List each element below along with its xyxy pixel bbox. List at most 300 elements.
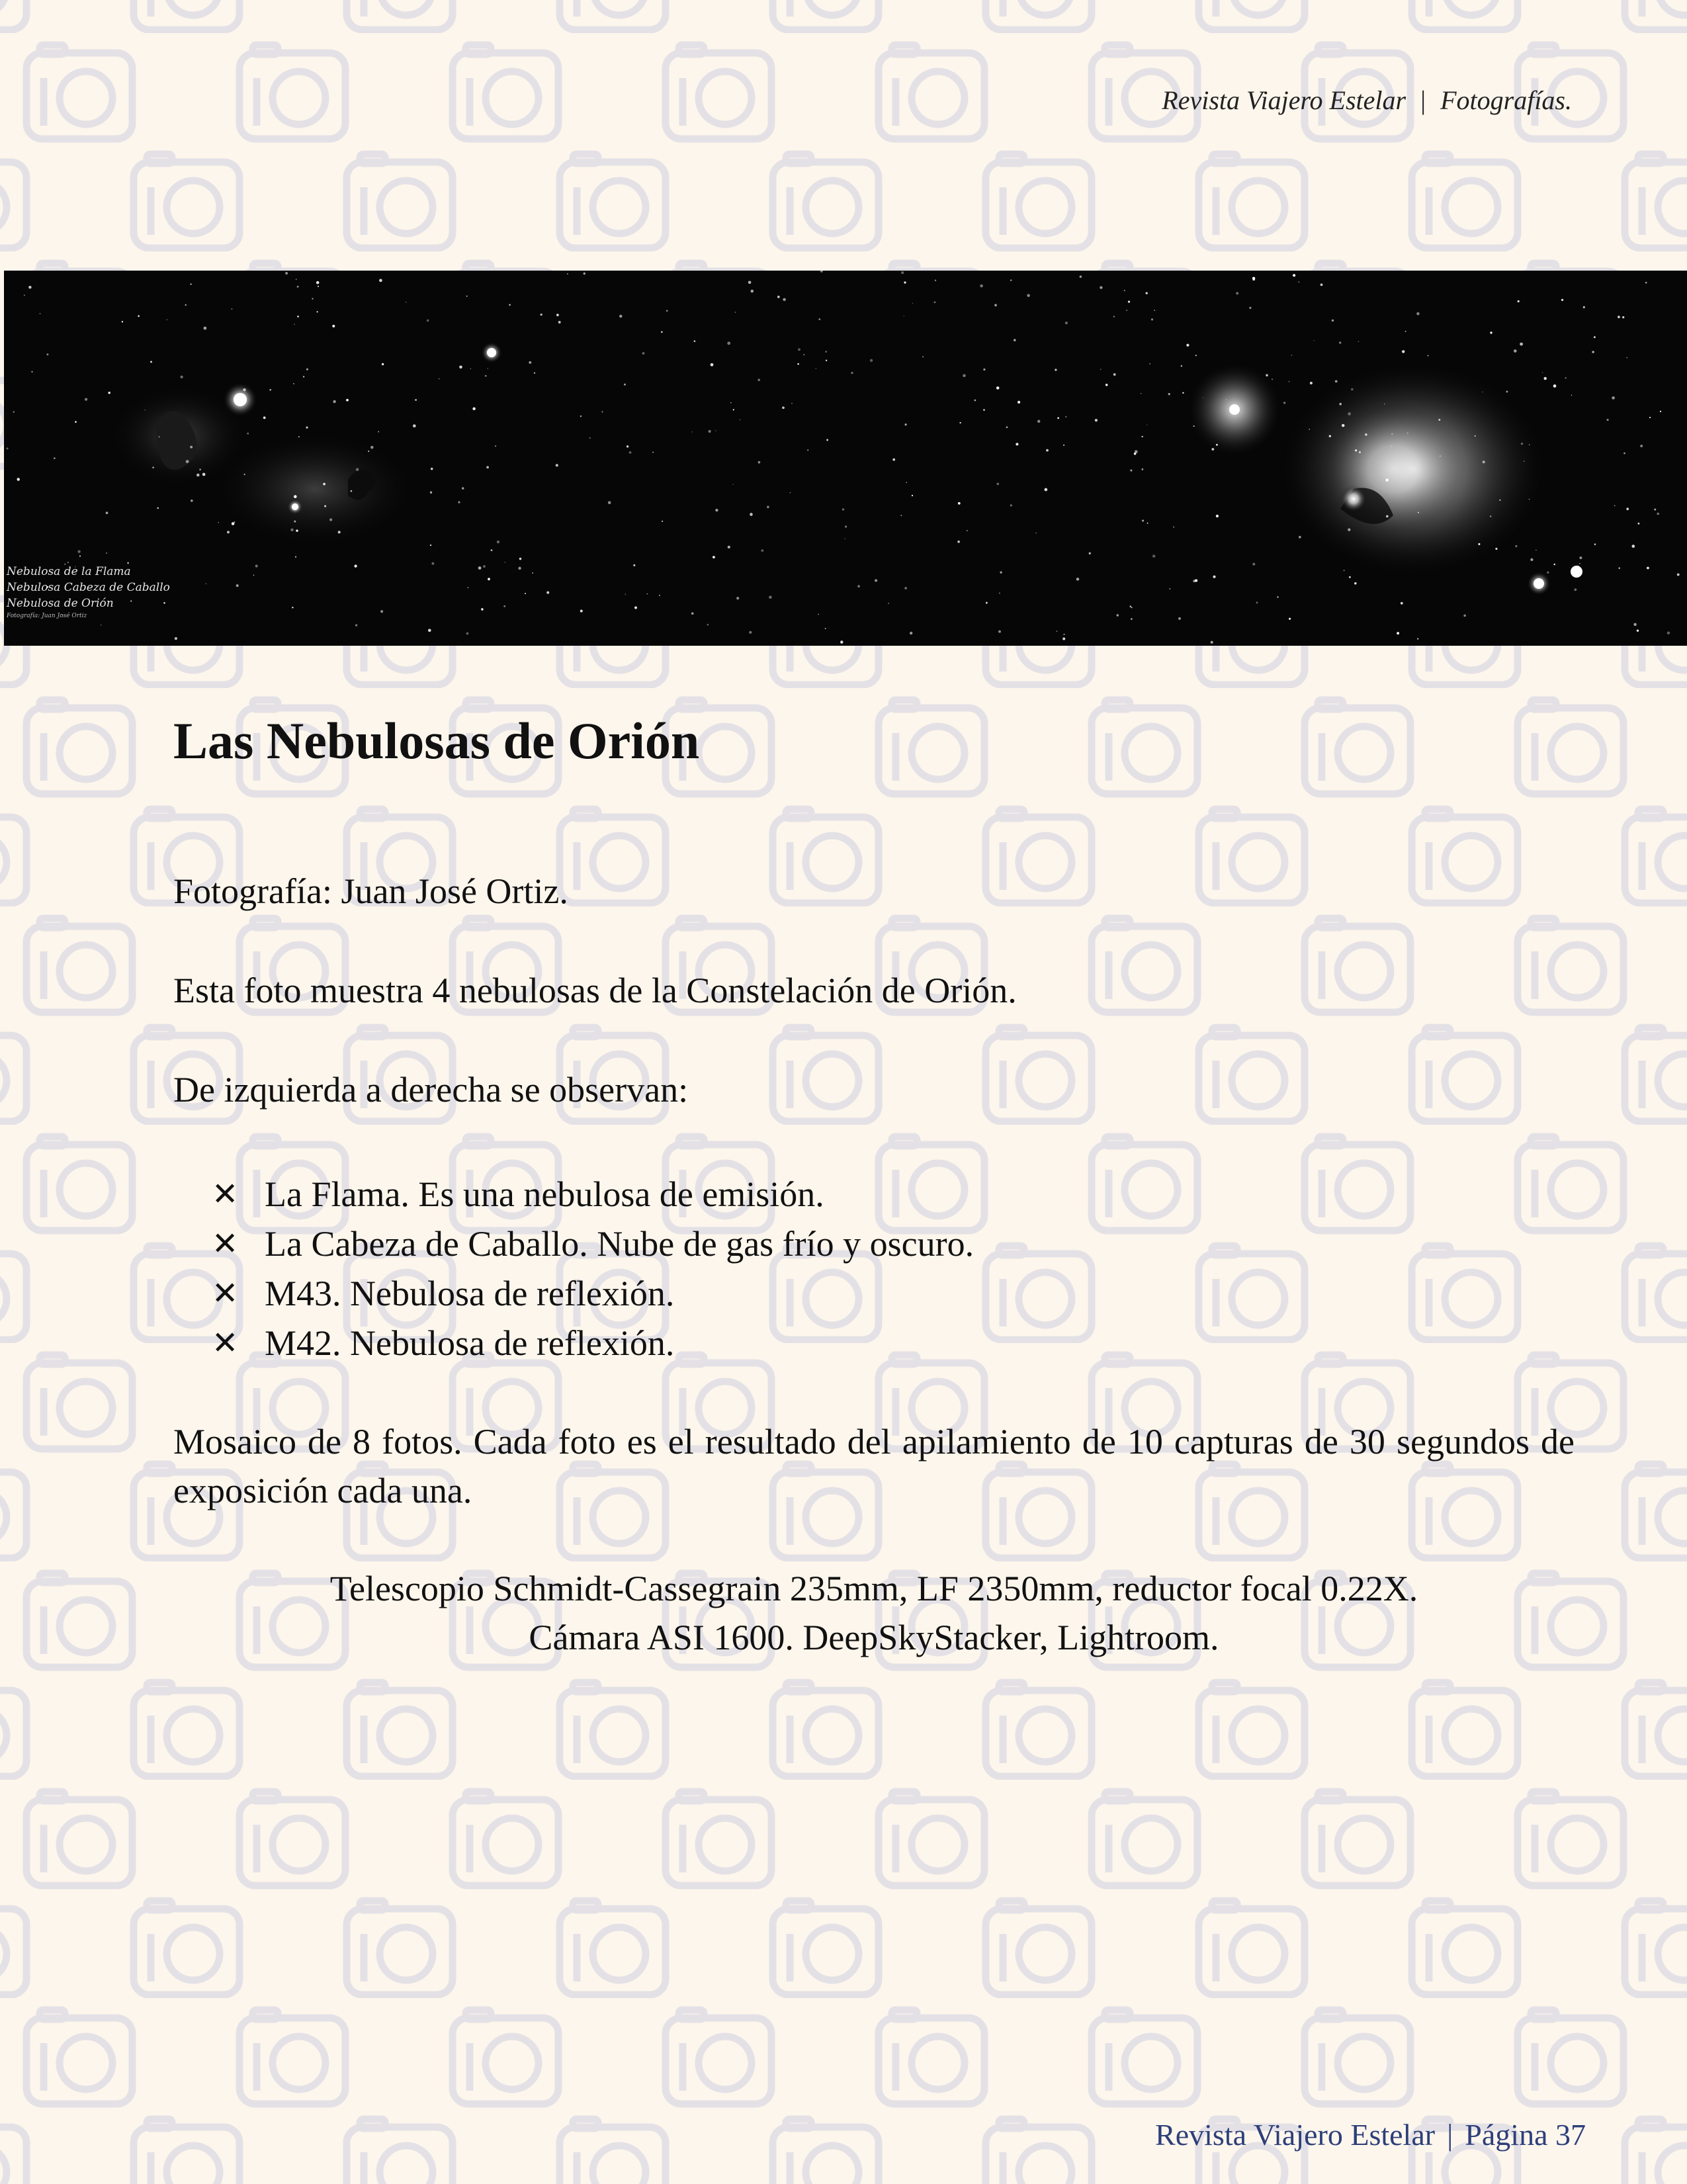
background-star: [1147, 523, 1148, 524]
background-star: [1612, 396, 1615, 400]
background-star: [1256, 601, 1258, 603]
background-star: [1186, 344, 1189, 347]
background-star: [748, 281, 752, 284]
background-star: [317, 311, 318, 312]
background-star: [1351, 388, 1353, 390]
background-star: [910, 632, 912, 634]
background-star: [1657, 513, 1659, 515]
background-star: [904, 281, 906, 283]
background-star: [692, 431, 693, 432]
background-star: [1592, 351, 1594, 353]
list-lead-in: De izquierda a derecha se observan:: [173, 1070, 689, 1110]
background-star: [1667, 631, 1670, 634]
background-star: [959, 422, 961, 423]
footer-separator: |: [1447, 2118, 1453, 2152]
background-star: [488, 578, 490, 580]
background-star: [1539, 585, 1541, 587]
background-star: [1130, 605, 1131, 607]
background-star: [185, 304, 187, 306]
background-star: [290, 529, 293, 531]
background-star: [478, 566, 482, 570]
background-star: [642, 352, 645, 355]
background-star: [580, 610, 583, 613]
background-star: [1583, 306, 1585, 308]
background-star: [1475, 435, 1476, 437]
background-star: [1499, 500, 1500, 501]
background-star: [825, 351, 827, 353]
background-star: [634, 606, 637, 609]
background-star: [54, 457, 56, 459]
background-star: [1677, 574, 1680, 576]
background-star: [1057, 417, 1059, 419]
background-star: [1618, 567, 1620, 569]
background-star: [1154, 310, 1155, 311]
background-star: [468, 587, 469, 588]
background-star: [580, 415, 582, 417]
background-star: [379, 279, 382, 283]
footer-magazine-name: Revista Viajero Estelar: [1155, 2118, 1436, 2152]
background-star: [922, 357, 924, 358]
background-star: [7, 447, 9, 449]
background-star: [1530, 558, 1533, 561]
background-star: [707, 624, 709, 626]
background-star: [1252, 563, 1255, 566]
background-star: [1622, 316, 1624, 318]
background-star: [875, 579, 877, 582]
background-star: [541, 314, 542, 316]
background-star: [466, 296, 468, 297]
background-star: [983, 369, 985, 371]
background-star: [1095, 419, 1098, 421]
background-star: [1272, 378, 1273, 380]
background-star: [1055, 369, 1057, 371]
background-star: [797, 363, 799, 365]
background-star: [1482, 392, 1483, 393]
background-star: [1637, 523, 1639, 525]
background-star: [601, 411, 603, 412]
background-star: [958, 502, 961, 505]
caption-photographer: Fotografía: Juan José Ortiz: [7, 613, 87, 619]
background-star: [736, 597, 739, 599]
background-star: [619, 315, 622, 318]
background-star: [378, 431, 379, 433]
background-star: [1518, 300, 1520, 302]
background-star: [798, 348, 800, 351]
equipment-telescope: Telescopio Schmidt-Cassegrain 235mm, LF 2350mm, reductor focal 0.22X.: [329, 1569, 1418, 1608]
background-star: [1495, 548, 1497, 550]
background-star: [1117, 614, 1119, 616]
background-star: [190, 446, 193, 449]
background-star: [1626, 507, 1629, 510]
background-star: [243, 388, 245, 391]
background-star: [589, 437, 591, 439]
background-star: [1126, 310, 1127, 311]
background-star: [1124, 290, 1125, 291]
background-star: [980, 284, 983, 288]
background-star: [1149, 363, 1150, 364]
background-star: [122, 321, 123, 322]
background-star: [1521, 443, 1523, 445]
background-star: [28, 286, 31, 288]
photo-credit: Fotografía: Juan José Ortiz.: [173, 871, 568, 911]
background-star: [709, 430, 711, 433]
background-star: [1293, 274, 1295, 277]
mosaic-paragraph: Mosaico de 8 fotos. Cada foto es el resultado del apilamiento de 10 capturas de 30 segundos de exposición cada una.: [173, 1422, 1575, 1510]
background-star: [428, 629, 431, 632]
background-star: [1017, 401, 1020, 404]
background-star: [17, 478, 19, 480]
background-star: [1579, 556, 1582, 559]
background-star: [525, 593, 526, 594]
background-star: [1037, 420, 1040, 423]
background-star: [870, 359, 873, 362]
background-star: [1579, 563, 1580, 564]
background-star: [1354, 582, 1356, 584]
cross-icon: ✕: [212, 1326, 239, 1361]
header-section-name: Fotografías.: [1440, 85, 1572, 115]
background-star: [1216, 515, 1219, 517]
background-star: [1291, 355, 1293, 356]
background-star: [294, 324, 295, 325]
background-star: [777, 296, 780, 298]
background-star: [558, 321, 561, 324]
nebulae-list: [212, 1170, 1575, 1368]
background-star: [1065, 322, 1068, 324]
background-star: [1543, 377, 1546, 380]
background-star: [1506, 390, 1508, 392]
background-star: [998, 631, 1001, 633]
background-star: [298, 436, 300, 437]
background-star: [791, 403, 793, 404]
background-star: [750, 513, 753, 516]
background-star: [1359, 451, 1361, 453]
background-star: [1027, 294, 1030, 297]
background-star: [462, 487, 464, 489]
background-star: [912, 303, 913, 304]
background-star: [1561, 299, 1563, 301]
background-star: [332, 325, 335, 328]
background-star: [427, 320, 429, 322]
background-star: [963, 374, 966, 377]
background-star: [1057, 631, 1058, 632]
background-star: [767, 506, 769, 509]
background-star: [1402, 350, 1405, 353]
list-item: [212, 1269, 1575, 1319]
background-star: [324, 505, 326, 507]
background-star: [1320, 284, 1323, 286]
background-star: [818, 318, 820, 320]
background-star: [295, 556, 296, 558]
background-star: [232, 522, 234, 525]
background-star: [199, 468, 201, 470]
background-star: [1089, 552, 1091, 554]
background-star: [204, 474, 205, 475]
background-star: [1428, 355, 1429, 357]
background-star: [247, 433, 249, 435]
background-star: [439, 378, 440, 380]
background-star: [294, 521, 296, 523]
background-star: [77, 550, 80, 552]
background-star: [1339, 341, 1341, 343]
background-star: [749, 631, 752, 634]
background-star: [206, 584, 207, 585]
background-star: [1010, 279, 1012, 281]
background-star: [323, 483, 325, 486]
background-star: [1577, 566, 1580, 569]
background-star: [662, 521, 663, 522]
background-star: [1633, 623, 1636, 626]
cross-icon: ✕: [212, 1276, 239, 1311]
background-star: [666, 310, 668, 312]
background-star: [1335, 380, 1338, 383]
background-star: [713, 556, 715, 558]
background-star: [1046, 449, 1049, 452]
background-star: [1553, 564, 1555, 565]
background-star: [1463, 615, 1466, 617]
background-star: [75, 421, 77, 423]
background-star: [1407, 433, 1408, 434]
background-star: [1141, 393, 1142, 394]
cross-icon: ✕: [212, 1177, 239, 1212]
background-star: [906, 482, 907, 484]
background-star: [1344, 570, 1345, 571]
background-star: [1490, 515, 1491, 517]
background-star: [1515, 545, 1517, 547]
background-star: [1195, 579, 1197, 582]
background-star: [108, 392, 110, 394]
background-star: [333, 400, 335, 403]
background-star: [138, 315, 140, 317]
background-star: [1080, 275, 1082, 278]
background-star: [1647, 567, 1649, 570]
background-star: [694, 340, 696, 342]
background-star: [996, 386, 1000, 390]
background-star: [904, 423, 906, 425]
background-star: [236, 584, 239, 587]
background-star: [1645, 282, 1647, 284]
background-star: [857, 585, 860, 588]
background-star: [1631, 545, 1635, 548]
background-star: [1417, 638, 1418, 640]
background-star: [1131, 618, 1133, 620]
background-star: [892, 459, 895, 461]
background-star: [1547, 571, 1549, 573]
background-star: [1574, 588, 1577, 591]
background-star: [1211, 641, 1213, 644]
intro-paragraph: Esta foto muestra 4 nebulosas de la Constelación de Orión.: [173, 971, 1017, 1010]
background-star: [1594, 336, 1596, 338]
background-star: [505, 562, 506, 563]
background-star: [509, 304, 511, 306]
background-star: [1418, 512, 1419, 513]
background-star: [458, 502, 460, 503]
background-star: [1016, 443, 1018, 445]
list-item-text: La Cabeza de Caballo. Nube de gas frío y oscuro.: [265, 1224, 974, 1264]
orion-nebulae-photo: [4, 271, 1687, 646]
background-star: [1226, 399, 1227, 400]
background-star: [431, 562, 434, 565]
background-star: [1076, 578, 1080, 581]
background-star: [85, 398, 87, 400]
background-star: [1386, 515, 1389, 518]
background-star: [983, 409, 985, 411]
background-star: [1514, 349, 1517, 353]
caption-horsehead: Nebulosa Cabeza de Caballo: [7, 581, 170, 594]
background-star: [1252, 279, 1255, 281]
background-star: [519, 558, 521, 560]
background-star: [1142, 468, 1144, 470]
background-star: [1173, 527, 1174, 528]
background-star: [253, 575, 255, 576]
background-star: [1216, 444, 1218, 446]
background-star: [790, 492, 791, 493]
background-star: [1289, 381, 1290, 382]
background-star: [1045, 488, 1048, 492]
background-star: [430, 545, 431, 546]
background-star: [303, 376, 304, 377]
background-star: [459, 366, 462, 369]
background-star: [659, 595, 660, 596]
page-number: Página 37: [1465, 2118, 1586, 2152]
horsehead-nebula: [209, 429, 421, 548]
background-star: [1131, 607, 1133, 608]
background-star: [546, 591, 549, 594]
background-star: [1348, 412, 1351, 415]
equipment-block: [173, 1564, 1575, 1662]
list-item: [212, 1170, 1575, 1219]
background-star: [1213, 576, 1215, 578]
background-star: [974, 400, 976, 402]
background-star: [263, 416, 266, 419]
background-star: [152, 466, 154, 468]
background-star: [466, 633, 469, 635]
background-star: [715, 430, 716, 431]
background-star: [1299, 281, 1300, 283]
header-separator: |: [1420, 85, 1426, 115]
background-star: [967, 530, 968, 531]
running-footer: [1155, 2117, 1586, 2152]
background-star: [227, 531, 230, 533]
background-star: [1614, 505, 1615, 506]
background-star: [491, 549, 493, 551]
background-star: [624, 384, 626, 386]
background-star: [1416, 312, 1420, 316]
background-star: [355, 624, 357, 626]
background-star: [1391, 446, 1392, 447]
background-star: [758, 461, 761, 464]
background-star: [1014, 339, 1016, 341]
background-star: [584, 273, 585, 275]
background-star: [159, 436, 160, 437]
background-star: [1299, 536, 1301, 539]
background-star: [204, 327, 207, 330]
article-title: Las Nebulosas de Orión: [173, 712, 700, 769]
background-star: [661, 331, 663, 333]
background-star: [1637, 630, 1639, 632]
background-star: [1332, 320, 1334, 322]
background-star: [994, 304, 997, 306]
background-star: [306, 427, 308, 429]
background-star: [231, 308, 232, 310]
background-star: [1283, 402, 1286, 404]
background-star: [46, 353, 48, 355]
background-star: [1553, 384, 1557, 388]
background-star: [1607, 419, 1609, 421]
background-star: [1401, 602, 1403, 605]
background-star: [196, 474, 199, 476]
background-star: [1314, 340, 1315, 341]
background-star: [294, 495, 297, 498]
background-star: [1365, 433, 1367, 436]
background-star: [1660, 411, 1661, 412]
background-star: [608, 501, 611, 504]
background-star: [486, 466, 489, 468]
background-star: [783, 298, 786, 301]
background-star: [296, 529, 298, 532]
background-star: [757, 378, 760, 381]
background-star: [1128, 301, 1130, 303]
background-star: [627, 445, 628, 447]
background-star: [106, 511, 108, 514]
background-star: [503, 605, 505, 607]
background-star: [269, 389, 271, 391]
background-star: [368, 451, 369, 452]
background-star: [370, 446, 374, 449]
background-star: [285, 272, 288, 275]
background-star: [1654, 509, 1656, 511]
background-star: [495, 445, 496, 447]
background-star: [1142, 436, 1143, 437]
background-star: [842, 508, 844, 510]
background-star: [1010, 504, 1012, 506]
background-star: [691, 613, 693, 615]
background-star: [997, 483, 1000, 486]
article-body: [173, 708, 1575, 1662]
background-star: [711, 363, 714, 367]
background-star: [1385, 478, 1389, 482]
background-star: [761, 549, 763, 552]
background-star: [1342, 424, 1344, 427]
background-star: [316, 281, 320, 284]
background-star: [529, 361, 531, 364]
running-header: [1162, 85, 1572, 116]
background-star: [431, 468, 433, 470]
background-star: [1490, 331, 1492, 333]
background-star: [782, 406, 785, 409]
background-star: [1063, 634, 1064, 635]
background-star: [1146, 292, 1148, 294]
background-star: [234, 521, 236, 523]
background-star: [1211, 448, 1214, 451]
list-item-text: La Flama. Es una nebulosa de emisión.: [265, 1174, 824, 1214]
background-star: [826, 360, 827, 361]
background-star: [1006, 426, 1008, 428]
background-star: [1195, 355, 1197, 356]
background-star: [901, 271, 904, 274]
background-star: [106, 552, 107, 554]
background-star: [31, 371, 32, 372]
background-star: [647, 593, 648, 594]
background-star: [556, 464, 558, 466]
background-star: [518, 567, 521, 570]
background-star: [472, 408, 476, 411]
background-star: [912, 495, 913, 496]
background-star: [329, 518, 332, 521]
background-star: [297, 286, 299, 288]
background-star: [1483, 460, 1485, 463]
background-star: [1152, 554, 1155, 557]
photo-captions: [7, 564, 170, 621]
